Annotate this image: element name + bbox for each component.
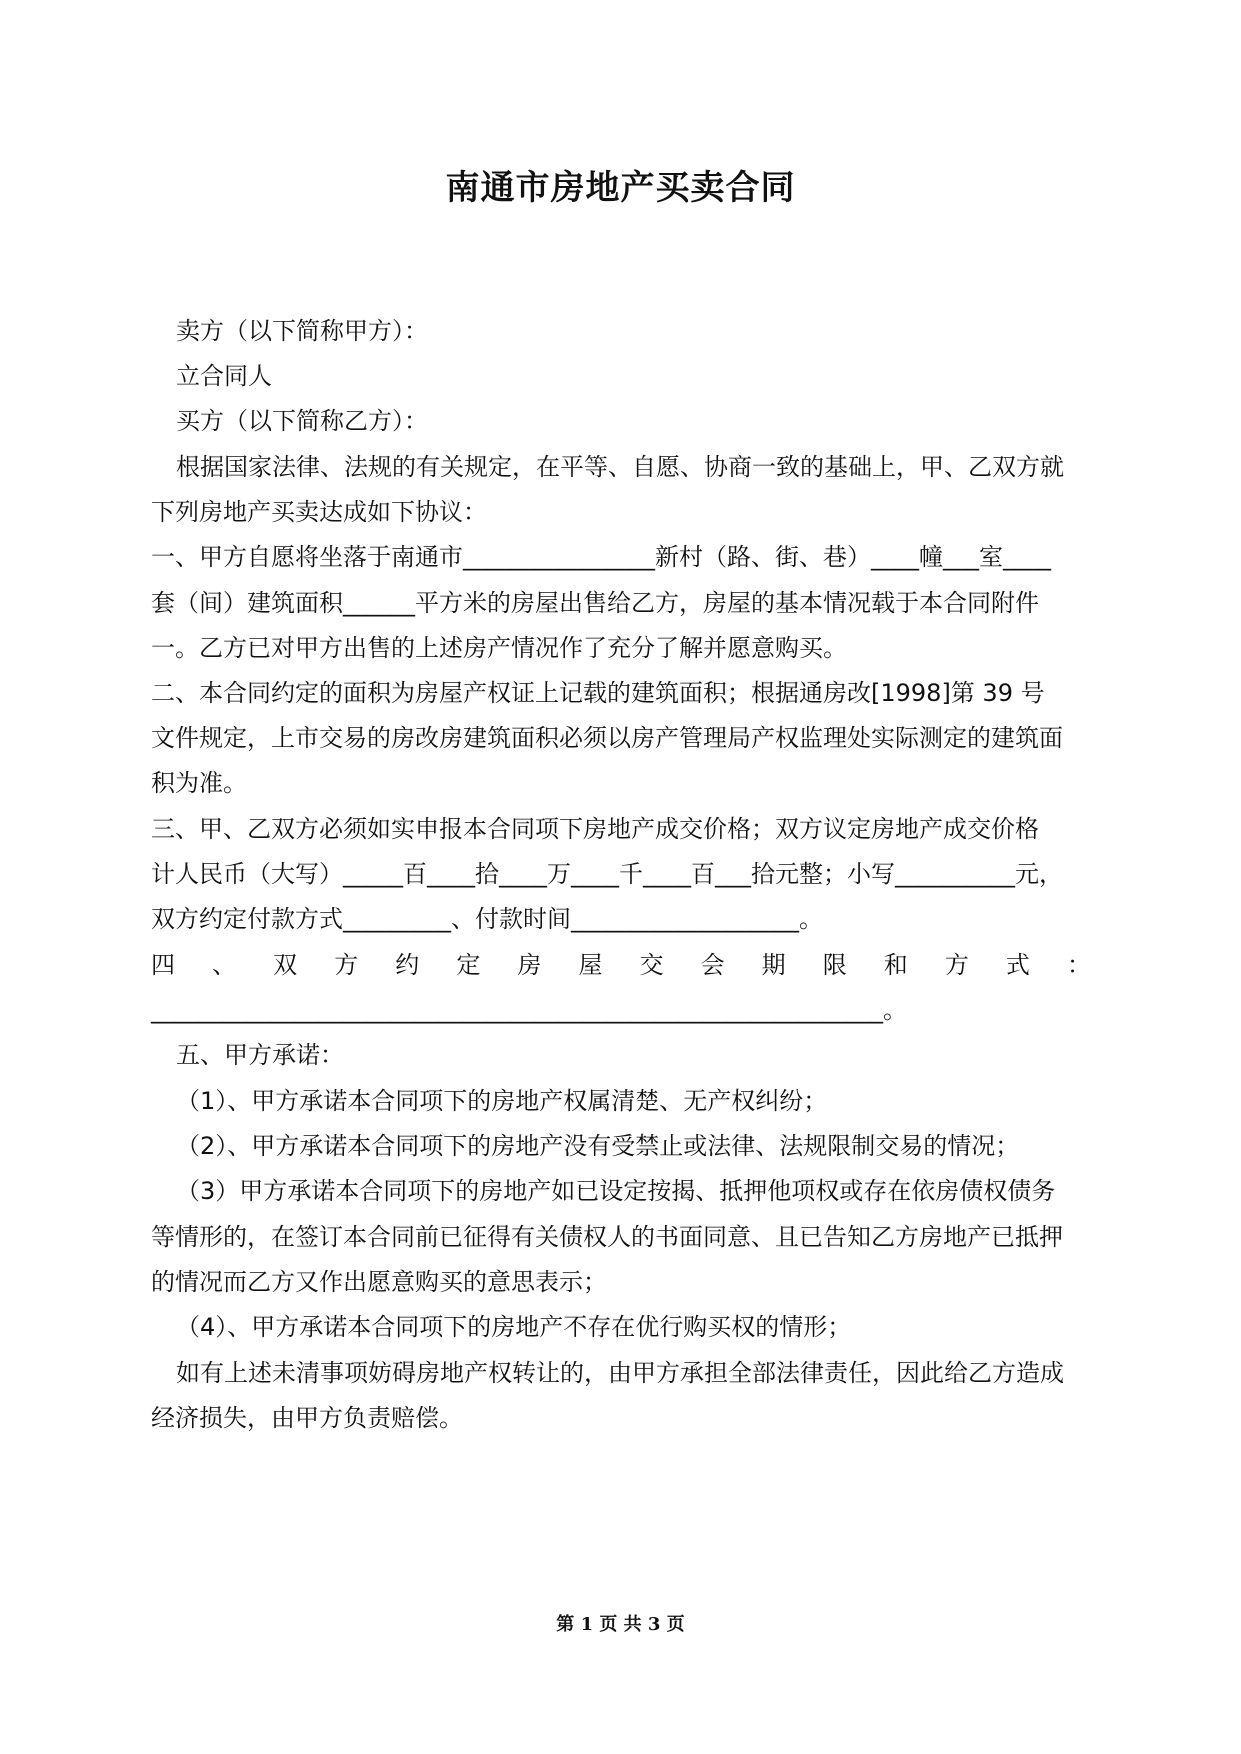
clause-2-line-2: 文件规定，上市交易的房改房建筑面积必须以房产管理局产权监理处实际测定的建筑面 [151, 724, 1063, 752]
clause-5-item-3-line-2: 等情形的，在签订本合同前已征得有关债权人的书面同意、且已告知乙方房地产已抵押 [151, 1223, 1063, 1251]
clause-5-item-2: （2）、甲方承诺本合同项下的房地产没有受禁止或法律、法规限制交易的情况； [176, 1132, 1020, 1160]
clause-3-line-2: 计人民币（大写）_____百____拾____万____千____百___拾元整；小写__________元， [151, 860, 1063, 888]
clause-3-line-1: 三、甲、乙双方必须如实申报本合同项下房地产成交价格；双方议定房地产成交价格 [151, 815, 1039, 843]
liability-line-2: 经济损失，由甲方负责赔偿。 [151, 1404, 463, 1432]
clause-2-line-1: 二、本合同约定的面积为房屋产权证上记载的建筑面积；根据通房改[1998]第 39 号 [151, 679, 1045, 707]
clause-4-line-1: 四、双方约定房屋交会期限和方式： [151, 951, 1091, 979]
liability-line-1: 如有上述未清事项妨碍房地产权转让的，由甲方承担全部法律责任，因此给乙方造成 [176, 1359, 1064, 1387]
clause-3-line-3: 双方约定付款方式_________、付款时间___________________。 [151, 905, 823, 933]
clause-5-item-3-line-1: （3）甲方承诺本合同项下的房地产如已设定按揭、抵押他项权或存在依房债权债务 [176, 1177, 1056, 1205]
clause-1-line-3: 一。乙方已对甲方出售的上述房产情况作了充分了解并愿意购买。 [151, 634, 847, 662]
page-number: 第 1 页 共 3 页 [556, 1614, 685, 1635]
clause-5-item-3-line-3: 的情况而乙方又作出愿意购买的意思表示； [151, 1268, 607, 1296]
preamble-line-2: 下列房地产买卖达成如下协议： [151, 498, 487, 526]
clause-2-line-3: 积为准。 [151, 769, 247, 797]
clause-5-heading: 五、甲方承诺： [176, 1041, 344, 1069]
clause-4-blank-line: _____________________________________________________________。 [151, 996, 907, 1024]
buyer-line: 买方（以下简称乙方）： [176, 407, 428, 435]
clause-5-item-1: （1）、甲方承诺本合同项下的房地产权属清楚、无产权纠纷； [176, 1087, 828, 1115]
signatory-line: 立合同人 [176, 362, 272, 390]
clause-5-item-4: （4）、甲方承诺本合同项下的房地产不存在优行购买权的情形； [176, 1313, 852, 1341]
clause-1-line-1: 一、甲方自愿将坐落于南通市________________新村（路、街、巷）____幢___室____ [151, 543, 1051, 571]
preamble-line-1: 根据国家法律、法规的有关规定，在平等、自愿、协商一致的基础上，甲、乙双方就 [176, 453, 1064, 481]
clause-1-line-2: 套（间）建筑面积______平方米的房屋出售给乙方，房屋的基本情况载于本合同附件 [151, 589, 1039, 617]
document-title: 南通市房地产买卖合同 [445, 168, 796, 208]
seller-line: 卖方（以下简称甲方）： [176, 317, 428, 345]
